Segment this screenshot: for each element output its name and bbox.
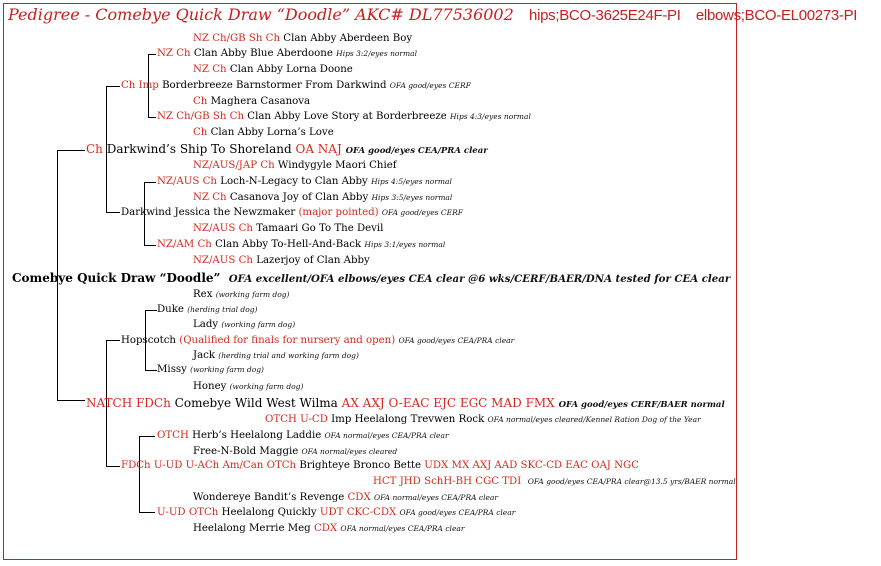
dog-name: Lazerjoy of Clan Abby [256,255,370,266]
health-note: Hips 3:2/eyes normal [336,49,417,58]
pedigree-entry [157,176,452,188]
title-prefix: NZ/AUS Ch [157,176,217,187]
pedigree-entry [157,304,257,316]
title-suffix: UDT CKC-CDX [319,507,397,518]
pedigree-entry [193,192,452,204]
title-prefix: NZ Ch/GB Sh Ch [193,33,281,44]
dog-name: Clan Abby Lorna’s Love [210,127,334,138]
pedigree-entry [121,207,463,219]
dog-name: Loch-N-Legacy to Clan Abby [220,176,368,187]
health-note: Hips 4:5/eyes normal [371,177,452,186]
title-prefix: Ch [193,127,208,138]
title-suffix: (major pointed) [298,207,379,218]
dog-name: Lady [193,319,219,330]
connector [106,212,120,213]
title-prefix: U-UD OTCh [157,507,219,518]
title-suffix: OA NAJ [295,142,342,156]
title-prefix: NZ/AUS/JAP Ch [193,160,275,171]
dog-name: Clan Abby Aberdeen Boy [283,33,413,44]
pedigree-entry [121,335,514,347]
connector [144,182,156,183]
title-prefix: NZ/AUS Ch [193,255,253,266]
pedigree-entry [193,33,412,45]
connector [57,150,85,151]
health-note: OFA good/eyes CEA/PRA clear@13.5 yrs/BAER normal [527,477,736,486]
health-note: OFA normal/eyes cleared/Kennel Ration Dog of the Year [487,415,701,424]
health-note: OFA good/eyes CEA/PRA clear [398,336,515,345]
dog-name: Clan Abby Blue Aberdoone [193,48,333,59]
health-note: (working farm dog) [221,320,296,329]
health-note: OFA normal/eyes CEA/PRA clear [324,431,449,440]
health-note: (working farm dog) [215,290,290,299]
hips-registration: hips;BCO-3625E24F-PI [529,7,681,24]
health-note: OFA good/eyes CERF/BAER normal [558,400,725,410]
health-note: OFA good/eyes CEA/PRA clear [399,508,516,517]
connector [145,370,157,371]
dog-name: Casanova Joy of Clan Abby [229,192,369,203]
pedigree-entry [193,492,498,504]
title-suffix: (Qualified for finals for nursery and open) [179,335,396,346]
health-note: OFA normal/eyes cleared [301,447,398,456]
health-note: OFA good/eyes CERF [389,81,471,90]
health-note: (working farm dog) [190,365,264,374]
dog-name: Hopscotch [121,335,176,346]
pedigree-entry [193,350,359,362]
health-note: Hips 3:1/eyes normal [364,240,446,249]
subject-dog [12,272,730,285]
elbows-registration: elbows;BCO-EL00273-PI [695,7,858,24]
pedigree-entry [193,446,397,458]
pedigree-entry [157,239,445,251]
dog-name: Herb’s Heelalong Laddie [192,430,322,441]
dog-name: Maghera Casanova [210,96,311,107]
pedigree-entry [193,319,295,331]
pedigree-entry [121,460,639,472]
health-note: OFA normal/eyes CEA/PRA clear [340,524,465,533]
connector [106,340,120,341]
health-note: (herding trial dog) [187,305,258,314]
title-prefix: Ch [86,142,103,156]
pedigree-entry-sire [86,143,488,157]
connector [106,86,120,87]
title-suffix: CDX [347,492,371,503]
connector [139,436,140,512]
title-prefix: NZ Ch/GB Sh Ch [157,111,245,122]
dog-name: Rex [193,289,213,300]
connector [139,512,155,513]
dog-name: Comebye Wild West Wilma [174,396,338,410]
title-suffix-2: HCT JHD SchH-BH CGC TDI [373,476,522,487]
health-note: (working farm dog) [229,382,304,391]
title-prefix: NZ/AM Ch [157,239,212,250]
health-note: OFA good/eyes CEA/PRA clear [345,146,488,156]
pedigree-entry [193,289,289,301]
pedigree-entry [193,96,310,108]
dog-name: Imp Heelalong Trevwen Rock [331,414,485,425]
dog-name: Tamaari Go To The Devil [256,223,384,234]
connector [139,436,155,437]
dog-name: Wondereye Bandit’s Revenge [193,492,345,503]
connector [106,466,120,467]
subject-name: Comebye Quick Draw “Doodle” [12,271,221,285]
connector [144,245,156,246]
dog-name: Brighteye Bronco Bette [299,460,422,471]
title-prefix: NZ Ch [157,48,191,59]
dog-name: Jack [193,350,216,361]
dog-name: Darkwind Jessica the Newzmaker [121,207,296,218]
pedigree-entry [265,414,701,426]
title-prefix: NATCH FDCh [86,396,171,410]
pedigree-entry [193,160,397,172]
health-note: OFA normal/eyes CEA/PRA clear [373,493,499,502]
pedigree-header [8,5,857,24]
title-suffix: UDX MX AXJ AAD SKC-CD EAC OAJ NGC [424,460,639,471]
dog-name: Free-N-Bold Maggie [193,446,299,457]
title-prefix: Ch Imp [121,80,159,91]
title-prefix: NZ Ch [193,64,227,75]
pedigree-entry [193,64,353,76]
pedigree-entry [193,523,464,535]
pedigree-entry-dam [86,397,725,411]
connector [148,54,156,55]
health-note: Hips 3:5/eyes normal [371,193,453,202]
connector [148,117,156,118]
pedigree-entry [193,381,303,393]
title-suffix: AX AXJ O-EAC EJC EGC MAD FMX [341,396,555,410]
health-note: Hips 4:3/eyes normal [450,112,531,121]
pedigree-entry [373,476,736,488]
dog-name: Clan Abby Love Story at Borderbreeze [247,111,447,122]
page-title: Pedigree - Comebye Quick Draw “Doodle” AKC# DL77536002 [8,5,514,24]
title-prefix: NZ/AUS Ch [193,223,253,234]
dog-name: Darkwind’s Ship To Shoreland [106,142,292,156]
dog-name: Heelalong Quickly [221,507,317,518]
pedigree-entry [121,80,471,92]
connector [145,310,157,311]
title-prefix: FDCh U-UD U-ACh Am/Can OTCh [121,460,297,471]
dog-name: Heelalong Merrie Meg [193,523,311,534]
pedigree-entry [193,255,370,267]
connector [57,400,85,401]
dog-name: Clan Abby To-Hell-And-Back [215,239,362,250]
dog-name: Borderbreeze Barnstormer From Darkwind [162,80,387,91]
pedigree-entry [157,430,449,442]
pedigree-entry [157,364,264,376]
dog-name: Honey [193,381,227,392]
title-prefix: OTCH U-CD [265,414,328,425]
subject-health: OFA excellent/OFA elbows/eyes CEA clear @6 wks/CERF/BAER/DNA tested for CEA clear [228,273,731,285]
dog-name: Duke [157,304,184,315]
dog-name: Clan Abby Lorna Doone [229,64,353,75]
pedigree-entry [193,223,383,235]
dog-name: Windygyle Maori Chief [277,160,397,171]
title-prefix: Ch [193,96,208,107]
pedigree-entry [157,111,531,123]
health-note: OFA good/eyes CERF [381,208,463,217]
dog-name: Missy [157,364,187,375]
title-prefix: NZ Ch [193,192,227,203]
pedigree-entry [157,48,417,60]
title-prefix: OTCH [157,430,189,441]
health-note: (herding trial and working farm dog) [218,351,359,360]
title-suffix: CDX [313,523,338,534]
pedigree-entry [193,127,334,139]
pedigree-entry [157,507,515,519]
